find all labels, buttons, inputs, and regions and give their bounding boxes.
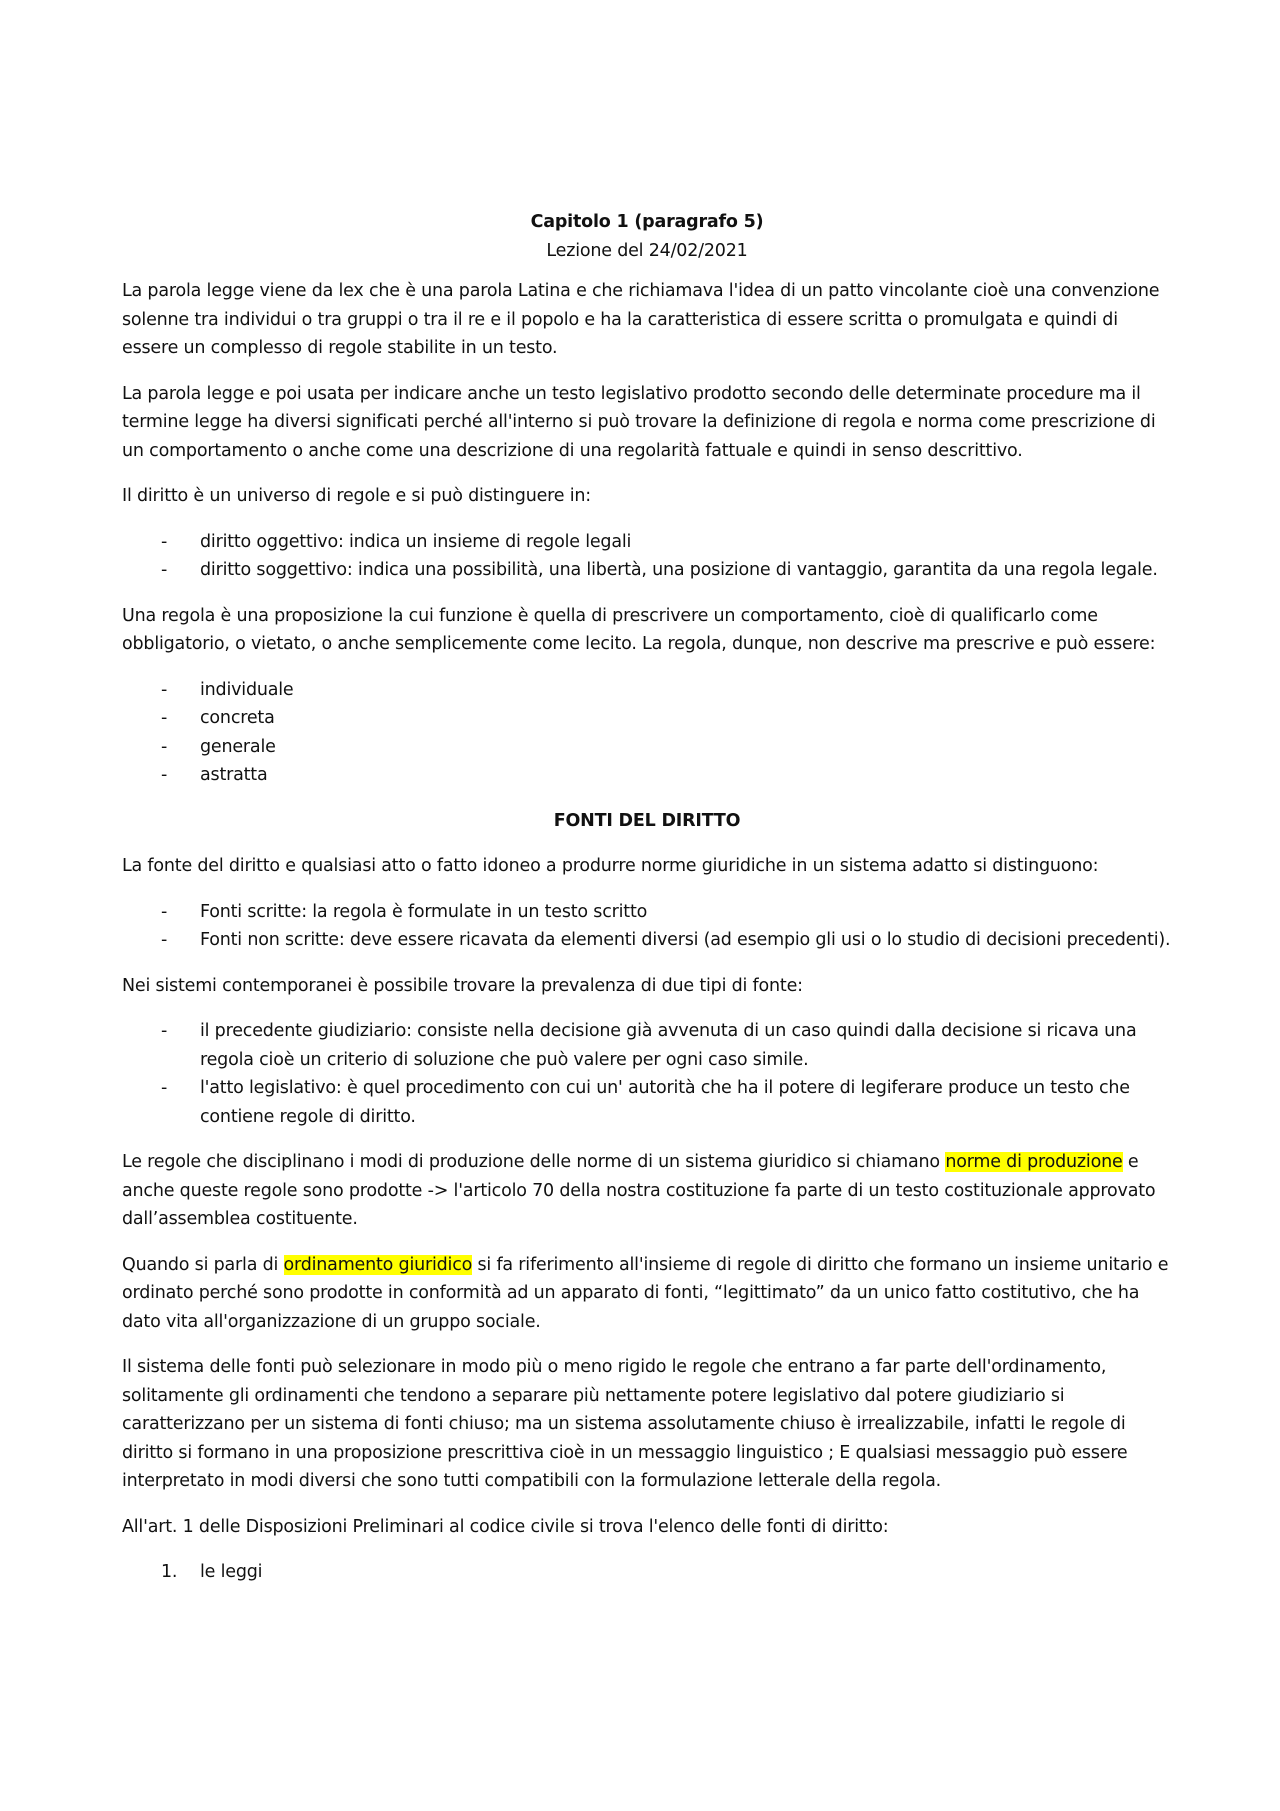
dash-marker: - [161, 708, 168, 728]
list-item-text: individuale [200, 679, 294, 700]
list-item [122, 1074, 1172, 1131]
paragraph-norme-produzione [122, 1148, 1172, 1234]
text-run: Le regole che disciplinano i modi di produzione delle norme di un sistema giuridico si chiamano [122, 1152, 946, 1172]
list-diritto-types [122, 528, 1172, 585]
paragraph-sistema-fonti: Il sistema delle fonti può selezionare in modo più o meno rigido le regole che entrano a far parte dell'ordinamento, solitamente gli ordinamenti che tendono a separare più nettamente potere legislativo dal potere giudiziario si caratterizzano per un sistema di fonti chiuso; ma un sistema assolutamente chiuso è irrealizzabile, infatti le regole di diritto si formano in una proposizione prescrittiva cioè in un messaggio linguistico ; E qualsiasi messaggio può essere interpretato in modi diversi che sono tutti compatibili con la formulazione letterale della regola. [122, 1357, 1128, 1491]
list-item-text: concreta [200, 708, 275, 728]
list-item-text: astratta [200, 765, 268, 785]
list-fonti-types [122, 898, 1172, 955]
lesson-date: Lezione del 24/02/2021 [546, 240, 748, 261]
paragraph-fonte-definition: La fonte del diritto e qualsiasi atto o fatto idoneo a produrre norme giuridiche in un sistema adatto si distinguono: [122, 856, 1099, 876]
document-page [122, 208, 1172, 1604]
section-title-fonti: FONTI DEL DIRITTO [553, 810, 741, 831]
text-run: e anche queste regole sono prodotte -> l'articolo 70 della nostra costituzione fa parte di un testo costituzionale approvato dall’assemblea costituente. [122, 1152, 1156, 1229]
highlighted-term: norme di produzione [945, 1152, 1123, 1172]
paragraph-regola-definition: Una regola è una proposizione la cui funzione è quella di prescrivere un comportamento, cioè di qualificarlo come obbligatorio, o vietato, o anche semplicemente come lecito. La regola, dunque, non descrive ma prescrive e può essere: [122, 605, 1156, 654]
list-regola-types [122, 676, 1172, 790]
dash-marker: - [161, 679, 168, 700]
dash-marker: - [161, 531, 168, 552]
highlighted-term: ordinamento giuridico [283, 1254, 473, 1275]
list-item-text: l'atto legislativo: è quel procedimento con cui un' autorità che ha il potere di legiferare produce un testo che contiene regole di diritto. [200, 1078, 1130, 1127]
text-run: Quando si parla di [122, 1254, 284, 1275]
paragraph-diritto-intro: Il diritto è un universo di regole e si può distinguere in: [122, 486, 591, 506]
list-item-text: generale [200, 736, 276, 757]
list-item-text: il precedente giudiziario: consiste nella decisione già avvenuta di un caso quindi dalla decisione si ricava una regola cioè un criterio di soluzione che può valere per ogni caso simile. [200, 1021, 1137, 1070]
list-item [122, 926, 1172, 955]
paragraph-ordinamento [122, 1251, 1172, 1337]
list-fonte-prevalenza [122, 1017, 1172, 1131]
list-item [122, 733, 1172, 762]
list-fonti-elenco [122, 1558, 1172, 1587]
chapter-title: Capitolo 1 (paragrafo 5) [530, 212, 764, 232]
list-item [122, 1017, 1172, 1074]
dash-marker: - [161, 1078, 168, 1098]
dash-marker: - [161, 736, 168, 757]
list-item-text: diritto soggettivo: indica una possibilità, una libertà, una posizione di vantaggio, garantita da una regola legale. [200, 560, 1158, 580]
list-item-text: Fonti scritte: la regola è formulate in un testo scritto [200, 901, 648, 922]
dash-marker: - [161, 1021, 168, 1041]
list-item-text: Fonti non scritte: deve essere ricavata da elementi diversi (ad esempio gli usi o lo studio di decisioni precedenti). [200, 930, 1171, 950]
list-item [122, 761, 1172, 790]
dash-marker: - [161, 765, 168, 785]
list-item [122, 898, 1172, 927]
list-item [122, 1558, 1172, 1587]
list-item [122, 704, 1172, 733]
dash-marker: - [161, 930, 168, 950]
list-item-text: le leggi [200, 1562, 263, 1582]
dash-marker: - [161, 901, 168, 922]
text-run: si fa riferimento all'insieme di regole di diritto che formano un insieme unitario e ordinato perché sono prodotte in conformità ad un apparato di fonti, “legittimato” da un unico fatto costitutivo, che ha dato vita all'organizzazione di un gruppo sociale. [122, 1254, 1169, 1332]
list-item [122, 528, 1172, 557]
paragraph-sistemi-contemporanei: Nei sistemi contemporanei è possibile trovare la prevalenza di due tipi di fonte: [122, 975, 803, 996]
list-item [122, 556, 1172, 585]
list-item-text: diritto oggettivo: indica un insieme di regole legali [200, 531, 632, 552]
paragraph-art-1: All'art. 1 delle Disposizioni Preliminari al codice civile si trova l'elenco delle fonti di diritto: [122, 1516, 889, 1537]
list-item [122, 676, 1172, 705]
paragraph-lex-origin: La parola legge viene da lex che è una parola Latina e che richiamava l'idea di un patto vincolante cioè una convenzione solenne tra individui o tra gruppi o tra il re e il popolo e ha la caratteristica di essere scritta o promulgata e quindi di essere un complesso di regole stabilite in un testo. [122, 281, 1160, 358]
dash-marker: - [161, 560, 168, 580]
number-marker: 1. [161, 1562, 178, 1582]
paragraph-legge-meaning: La parola legge e poi usata per indicare anche un testo legislativo prodotto secondo delle determinate procedure ma il termine legge ha diversi significati perché all'interno si può trovare la definizione di regola e norma come prescrizione di un comportamento o anche come una descrizione di una regolarità fattuale e quindi in senso descrittivo. [122, 383, 1156, 461]
